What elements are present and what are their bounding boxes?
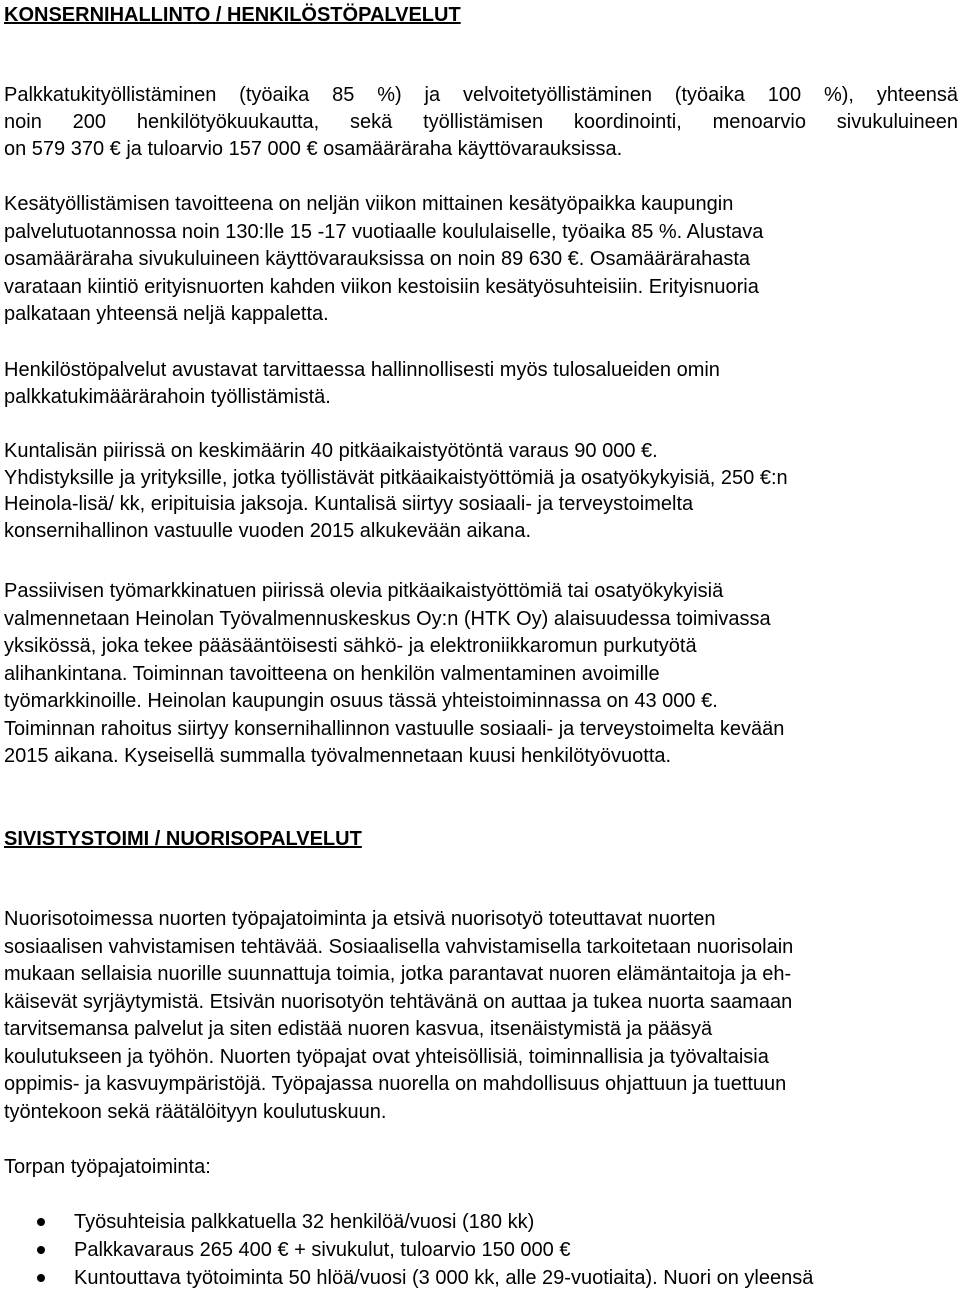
text-line: työmarkkinoille. Heinolan kaupungin osuus tässä yhteistoiminnassa on 43 000 €.	[4, 690, 718, 712]
text-line: palvelutuotannossa noin 130:lle 15 -17 vuotiaalle koululaiselle, työaika 85 %. Alustava	[4, 220, 764, 243]
text-line: sosiaalisen vahvistamisen tehtävää. Sosiaalisella vahvistamisella tarkoitetaan nuorisolain	[4, 935, 794, 958]
bullet-icon	[37, 1218, 45, 1226]
text-line: Nuorisotoimessa nuorten työpajatoiminta ja etsivä nuorisotyö toteuttavat nuorten	[4, 908, 716, 930]
text-line: palkataan yhteensä neljä kappaletta.	[4, 303, 329, 325]
text-line: oppimis- ja kasvuympäristöjä. Työpajassa nuorella on mahdollisuus ohjattuun ja tuettuun	[4, 1073, 787, 1095]
list-item	[4, 1208, 958, 1236]
text-line: Passiivisen työmarkkinatuen piirissä olevia pitkäaikaistyöttömiä tai osatyökykyisiä	[4, 580, 724, 602]
text-line: Kuntalisän piirissä on keskimäärin 40 pitkäaikaistyötöntä varaus 90 000 €.	[4, 440, 658, 462]
paragraph-torpan-tyopajatoiminta	[4, 1154, 958, 1181]
paragraph-kuntalisa	[4, 438, 958, 544]
list-item-text: Työsuhteisia palkkatuella 32 henkilöä/vuosi (180 kk)	[74, 1211, 535, 1233]
text-line: noin 200 henkilötyökuukautta, sekä työllistämisen koordinointi, menoarvio sivukuluineen	[4, 111, 958, 133]
text-line: 2015 aikana. Kyseisellä summalla työvalmennetaan kuusi henkilötyövuotta.	[4, 745, 672, 767]
list-item	[4, 1264, 958, 1292]
text-line: osamääräraha sivukuluineen käyttövarauksissa on noin 89 630 €. Osamäärärahasta	[4, 248, 750, 270]
text-line: valmennetaan Heinolan Työvalmennuskeskus Oy:n (HTK Oy) alaisuudessa toimivassa	[4, 607, 771, 630]
paragraph-henkilostopalvelut-avustavat	[4, 357, 958, 411]
section-heading-henkilostopalvelut: KONSERNIHALLINTO / HENKILÖSTÖPALVELUT	[4, 4, 461, 26]
bullet-icon	[37, 1274, 45, 1282]
list-item	[4, 1236, 958, 1264]
paragraph-passiivisen-tyomarkkinatuen	[4, 578, 958, 771]
text-line: käisevät syrjäytymistä. Etsivän nuorisotyön tehtävänä on auttaa ja tukea nuorta saamaan	[4, 990, 793, 1013]
text-line: varataan kiintiö erityisnuorten kahden viikon kestoisiin kesätyösuhteisiin. Erityisnuoria	[4, 275, 759, 298]
text-line: alihankintana. Toiminnan tavoitteena on henkilön valmentaminen avoimille	[4, 662, 660, 685]
text-line: yksikössä, joka tekee pääsääntöisesti sähkö- ja elektroniikkaromun purkutyötä	[4, 635, 697, 657]
text-line: tarvitsemansa palvelut ja siten edistää nuoren kasvua, itsenäistymistä ja pääsyä	[4, 1018, 713, 1040]
text-line: Henkilöstöpalvelut avustavat tarvittaessa hallinnollisesti myös tulosalueiden omin	[4, 359, 720, 381]
paragraph-kesatyollistaminen	[4, 191, 958, 329]
text-line: Toiminnan rahoitus siirtyy konsernihallinnon vastuulle sosiaali- ja terveystoimelta kevään	[4, 717, 785, 740]
text-line: Yhdistyksille ja yrityksille, jotka työllistävät pitkäaikaistyöttömiä ja osatyökykyisiä, 250 €:n	[4, 466, 788, 489]
text-line: Kesätyöllistämisen tavoitteena on neljän viikon mittainen kesätyöpaikka kaupungin	[4, 193, 734, 215]
paragraph-nuorisotoimi	[4, 906, 958, 1126]
text-line: Torpan työpajatoiminta:	[4, 1156, 211, 1178]
text-line: on 579 370 € ja tuloarvio 157 000 € osamääräraha käyttövarauksissa.	[4, 138, 623, 160]
text-line: työntekoon sekä räätälöityyn koulutuskuun.	[4, 1100, 387, 1123]
bullet-list	[4, 1208, 958, 1292]
list-item-text: Kuntouttava työtoiminta 50 hlöä/vuosi (3 000 kk, alle 29-vuotiaita). Nuori on yleensä	[74, 1267, 814, 1289]
paragraph-palkkatukityollistaminen	[4, 82, 958, 163]
text-line: konsernihallinon vastuulle vuoden 2015 alkukevään aikana.	[4, 519, 532, 542]
text-line: Palkkatukityöllistäminen (työaika 85 %) ja velvoitetyöllistäminen (työaika 100 %), yhteensä	[4, 84, 958, 106]
list-item-text: Palkkavaraus 265 400 € + sivukulut, tuloarvio 150 000 €	[74, 1239, 571, 1261]
bullet-icon	[37, 1246, 45, 1254]
text-line: palkkatukimäärärahoin työllistämistä.	[4, 386, 331, 408]
text-line: mukaan sellaisia nuorille suunnattuja toimia, jotka parantavat nuoren elämäntaitoja ja eh-	[4, 963, 792, 985]
section-heading-nuorisopalvelut: SIVISTYSTOIMI / NUORISOPALVELUT	[4, 828, 362, 850]
text-line: koulutukseen ja työhön. Nuorten työpajat ovat yhteisöllisiä, toiminnallisia ja työvaltaisia	[4, 1045, 769, 1068]
text-line: Heinola-lisä/ kk, eripituisia jaksoja. Kuntalisä siirtyy sosiaali- ja terveystoimelta	[4, 493, 694, 515]
